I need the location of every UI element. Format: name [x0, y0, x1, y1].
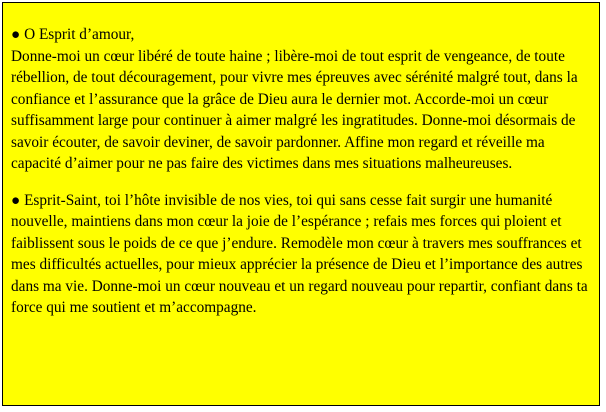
paragraph-esprit-amour [11, 24, 591, 175]
paragraph-text: Esprit-Saint, toi l’hôte invisible de nos vies, toi qui sans cesse fait surgir une humanité nouvelle, maintiens dans mon cœur la joie de l’espérance ; refais mes forces qui ploient et faiblissent sous le poids de ce que j’endure. Remodèle mon cœur à travers mes souffrances et mes difficultés actuelles, pour mieux apprécier la présence de Dieu et l’importance des autres dans ma vie. Donne-moi un cœur nouveau et un regard nouveau pour repartir, confiant dans ta force qui me soutient et m’accompagne. [11, 191, 588, 316]
bullet-icon: ● [11, 191, 21, 209]
paragraph-text: O Esprit d’amour, Donne-moi un cœur libéré de toute haine ; libère-moi de tout esprit de vengeance, de toute rébellion, de tout découragement, pour vivre mes épreuves avec sérénité malgré tout, dans la confiance et l’assurance que la grâce de Dieu aura le dernier mot. Accorde-moi un cœur suffisamment large pour continuer à aimer malgré les ingratitudes. Donne-moi désormais de savoir écouter, de savoir deviner, de savoir pardonner. Affine mon regard et réveille ma capacité d’aimer pour ne pas faire des victimes dans mes situations malheureuses. [11, 26, 578, 172]
prayer-text-box [2, 2, 600, 406]
paragraph-esprit-saint [11, 190, 591, 319]
bullet-icon: ● [11, 26, 21, 43]
